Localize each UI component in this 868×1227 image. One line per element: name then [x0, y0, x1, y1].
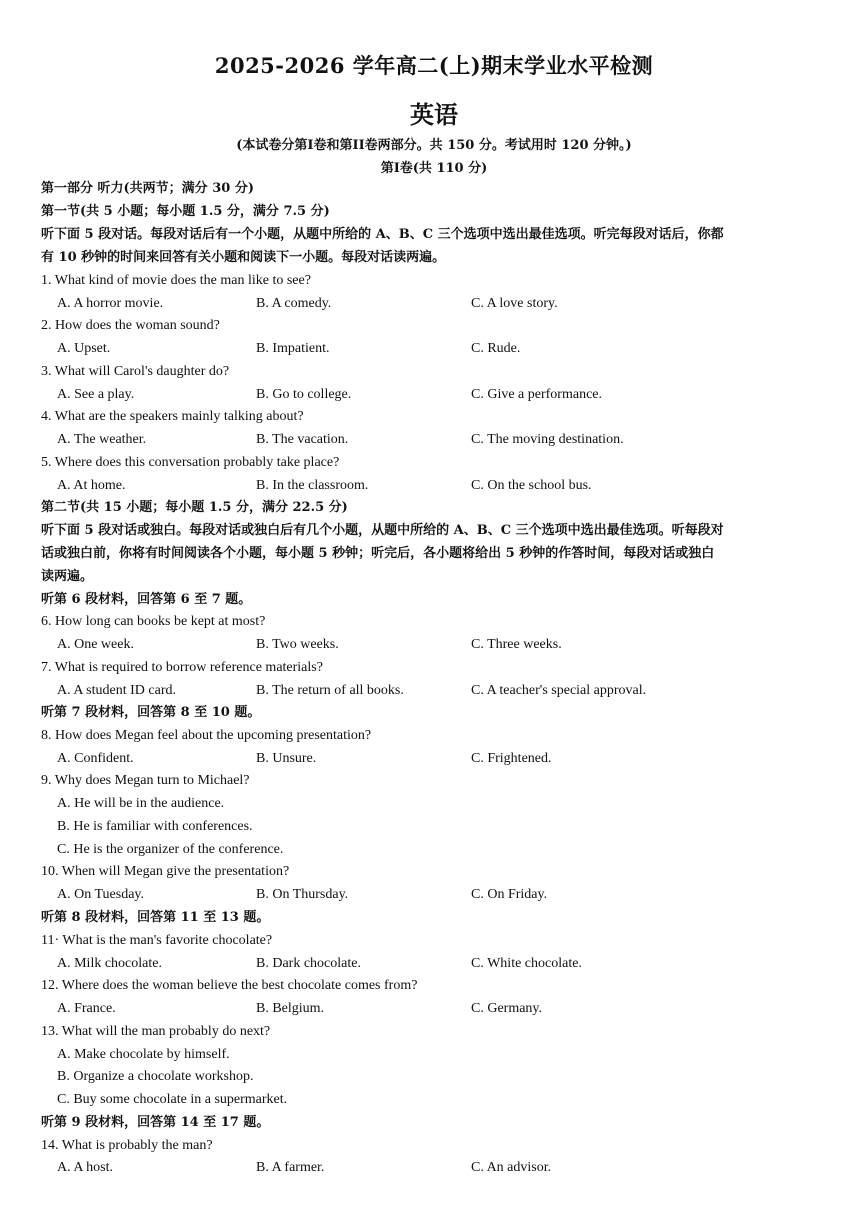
- option-c: C. The moving destination.: [471, 432, 624, 447]
- option-c: C. White chocolate.: [471, 956, 582, 971]
- option-b: B. The vacation.: [256, 432, 349, 447]
- section2-heading: 第二节(共 15 小题；每小题 1.5 分，满分 22.5 分): [41, 500, 348, 515]
- option-c: C. On the school bus.: [471, 478, 592, 493]
- option-c: C. A teacher's special approval.: [471, 683, 647, 698]
- material-heading: 听第 9 段材料，回答第 14 至 17 题。: [41, 1115, 270, 1130]
- option-a: A. Confident.: [57, 751, 134, 766]
- option-c: C. Give a performance.: [471, 387, 602, 402]
- section1-instruction-1: 听下面 5 段对话。每段对话后有一个小题，从题中所给的 A、B、C 三个选项中选出最佳选项。听完每段对话后，你都: [41, 227, 724, 242]
- material-heading: 听第 8 段材料，回答第 11 至 13 题。: [41, 910, 270, 925]
- exam-title: 2025-2026 学年高二(上)期末学业水平检测: [214, 53, 654, 78]
- option-c: C. Rude.: [471, 341, 521, 356]
- option-a: A. On Tuesday.: [57, 887, 144, 902]
- section1-heading: 第一节(共 5 小题；每小题 1.5 分，满分 7.5 分): [41, 204, 330, 219]
- question-stem: 10. When will Megan give the presentation?: [41, 864, 290, 879]
- option-a: A. France.: [57, 1001, 116, 1016]
- option-c: C. An advisor.: [471, 1160, 552, 1175]
- option-b: B. Impatient.: [256, 341, 330, 356]
- question-stem: 14. What is probably the man?: [41, 1138, 213, 1153]
- question-stem: 8. How does Megan feel about the upcoming presentation?: [41, 728, 372, 743]
- option-b: B. Unsure.: [256, 751, 317, 766]
- option-c: C. Three weeks.: [471, 637, 562, 652]
- option-c: C. On Friday.: [471, 887, 548, 902]
- subject-title: 英语: [410, 100, 458, 129]
- option-a: A. Make chocolate by himself.: [57, 1047, 230, 1062]
- exam-note: (本试卷分第I卷和第II卷两部分。共 150 分。考试用时 120 分钟。): [236, 138, 632, 153]
- volume-heading: 第I卷(共 110 分): [380, 161, 488, 176]
- option-c: C. He is the organizer of the conference.: [57, 842, 284, 857]
- option-c: C. Buy some chocolate in a supermarket.: [57, 1092, 288, 1107]
- question-stem: 2. How does the woman sound?: [41, 318, 220, 333]
- question-stem: 12. Where does the woman believe the best chocolate comes from?: [41, 978, 418, 993]
- question-stem: 6. How long can books be kept at most?: [41, 614, 266, 629]
- option-b: B. On Thursday.: [256, 887, 349, 902]
- option-c: C. Germany.: [471, 1001, 543, 1016]
- option-a: A. See a play.: [57, 387, 135, 402]
- option-a: A. Milk chocolate.: [57, 956, 162, 971]
- question-stem: 13. What will the man probably do next?: [41, 1024, 271, 1039]
- question-stem: 7. What is required to borrow reference materials?: [41, 660, 323, 675]
- option-b: B. Organize a chocolate workshop.: [57, 1069, 254, 1084]
- section2-instruction-3: 读两遍。: [41, 569, 94, 584]
- question-stem: 4. What are the speakers mainly talking about?: [41, 409, 304, 424]
- part1-heading: 第一部分 听力(共两节；满分 30 分): [41, 181, 254, 196]
- option-b: B. In the classroom.: [256, 478, 369, 493]
- option-c: C. A love story.: [471, 296, 558, 311]
- option-b: B. Dark chocolate.: [256, 956, 361, 971]
- option-b: B. Two weeks.: [256, 637, 339, 652]
- material-heading: 听第 7 段材料，回答第 8 至 10 题。: [41, 705, 261, 720]
- option-b: B. Belgium.: [256, 1001, 325, 1016]
- question-stem: 9. Why does Megan turn to Michael?: [41, 773, 250, 788]
- option-a: A. A host.: [57, 1160, 114, 1175]
- option-a: A. Upset.: [57, 341, 111, 356]
- section2-instruction-2: 话或独白前，你将有时间阅读各个小题，每小题 5 秒钟；听完后，各小题将给出 5 秒钟的作答时间，每段对话或独白: [41, 546, 715, 561]
- option-b: B. A comedy.: [256, 296, 332, 311]
- question-stem: 3. What will Carol's daughter do?: [41, 364, 230, 379]
- section1-instruction-2: 有 10 秒钟的时间来回答有关小题和阅读下一小题。每段对话读两遍。: [41, 250, 446, 265]
- option-b: B. Go to college.: [256, 387, 352, 402]
- question-stem: 11· What is the man's favorite chocolate?: [41, 933, 273, 948]
- option-a: A. He will be in the audience.: [57, 796, 225, 811]
- question-stem: 1. What kind of movie does the man like to see?: [41, 273, 311, 288]
- material-heading: 听第 6 段材料，回答第 6 至 7 题。: [41, 592, 252, 607]
- option-c: C. Frightened.: [471, 751, 552, 766]
- option-b: B. He is familiar with conferences.: [57, 819, 253, 834]
- option-a: A. A horror movie.: [57, 296, 164, 311]
- section2-instruction-1: 听下面 5 段对话或独白。每段对话或独白后有几个小题，从题中所给的 A、B、C 三个选项中选出最佳选项。听每段对: [41, 523, 724, 538]
- question-stem: 5. Where does this conversation probably take place?: [41, 455, 340, 470]
- option-a: A. A student ID card.: [57, 683, 176, 698]
- option-a: A. At home.: [57, 478, 126, 493]
- option-a: A. One week.: [57, 637, 134, 652]
- option-a: A. The weather.: [57, 432, 147, 447]
- option-b: B. The return of all books.: [256, 683, 404, 698]
- option-b: B. A farmer.: [256, 1160, 325, 1175]
